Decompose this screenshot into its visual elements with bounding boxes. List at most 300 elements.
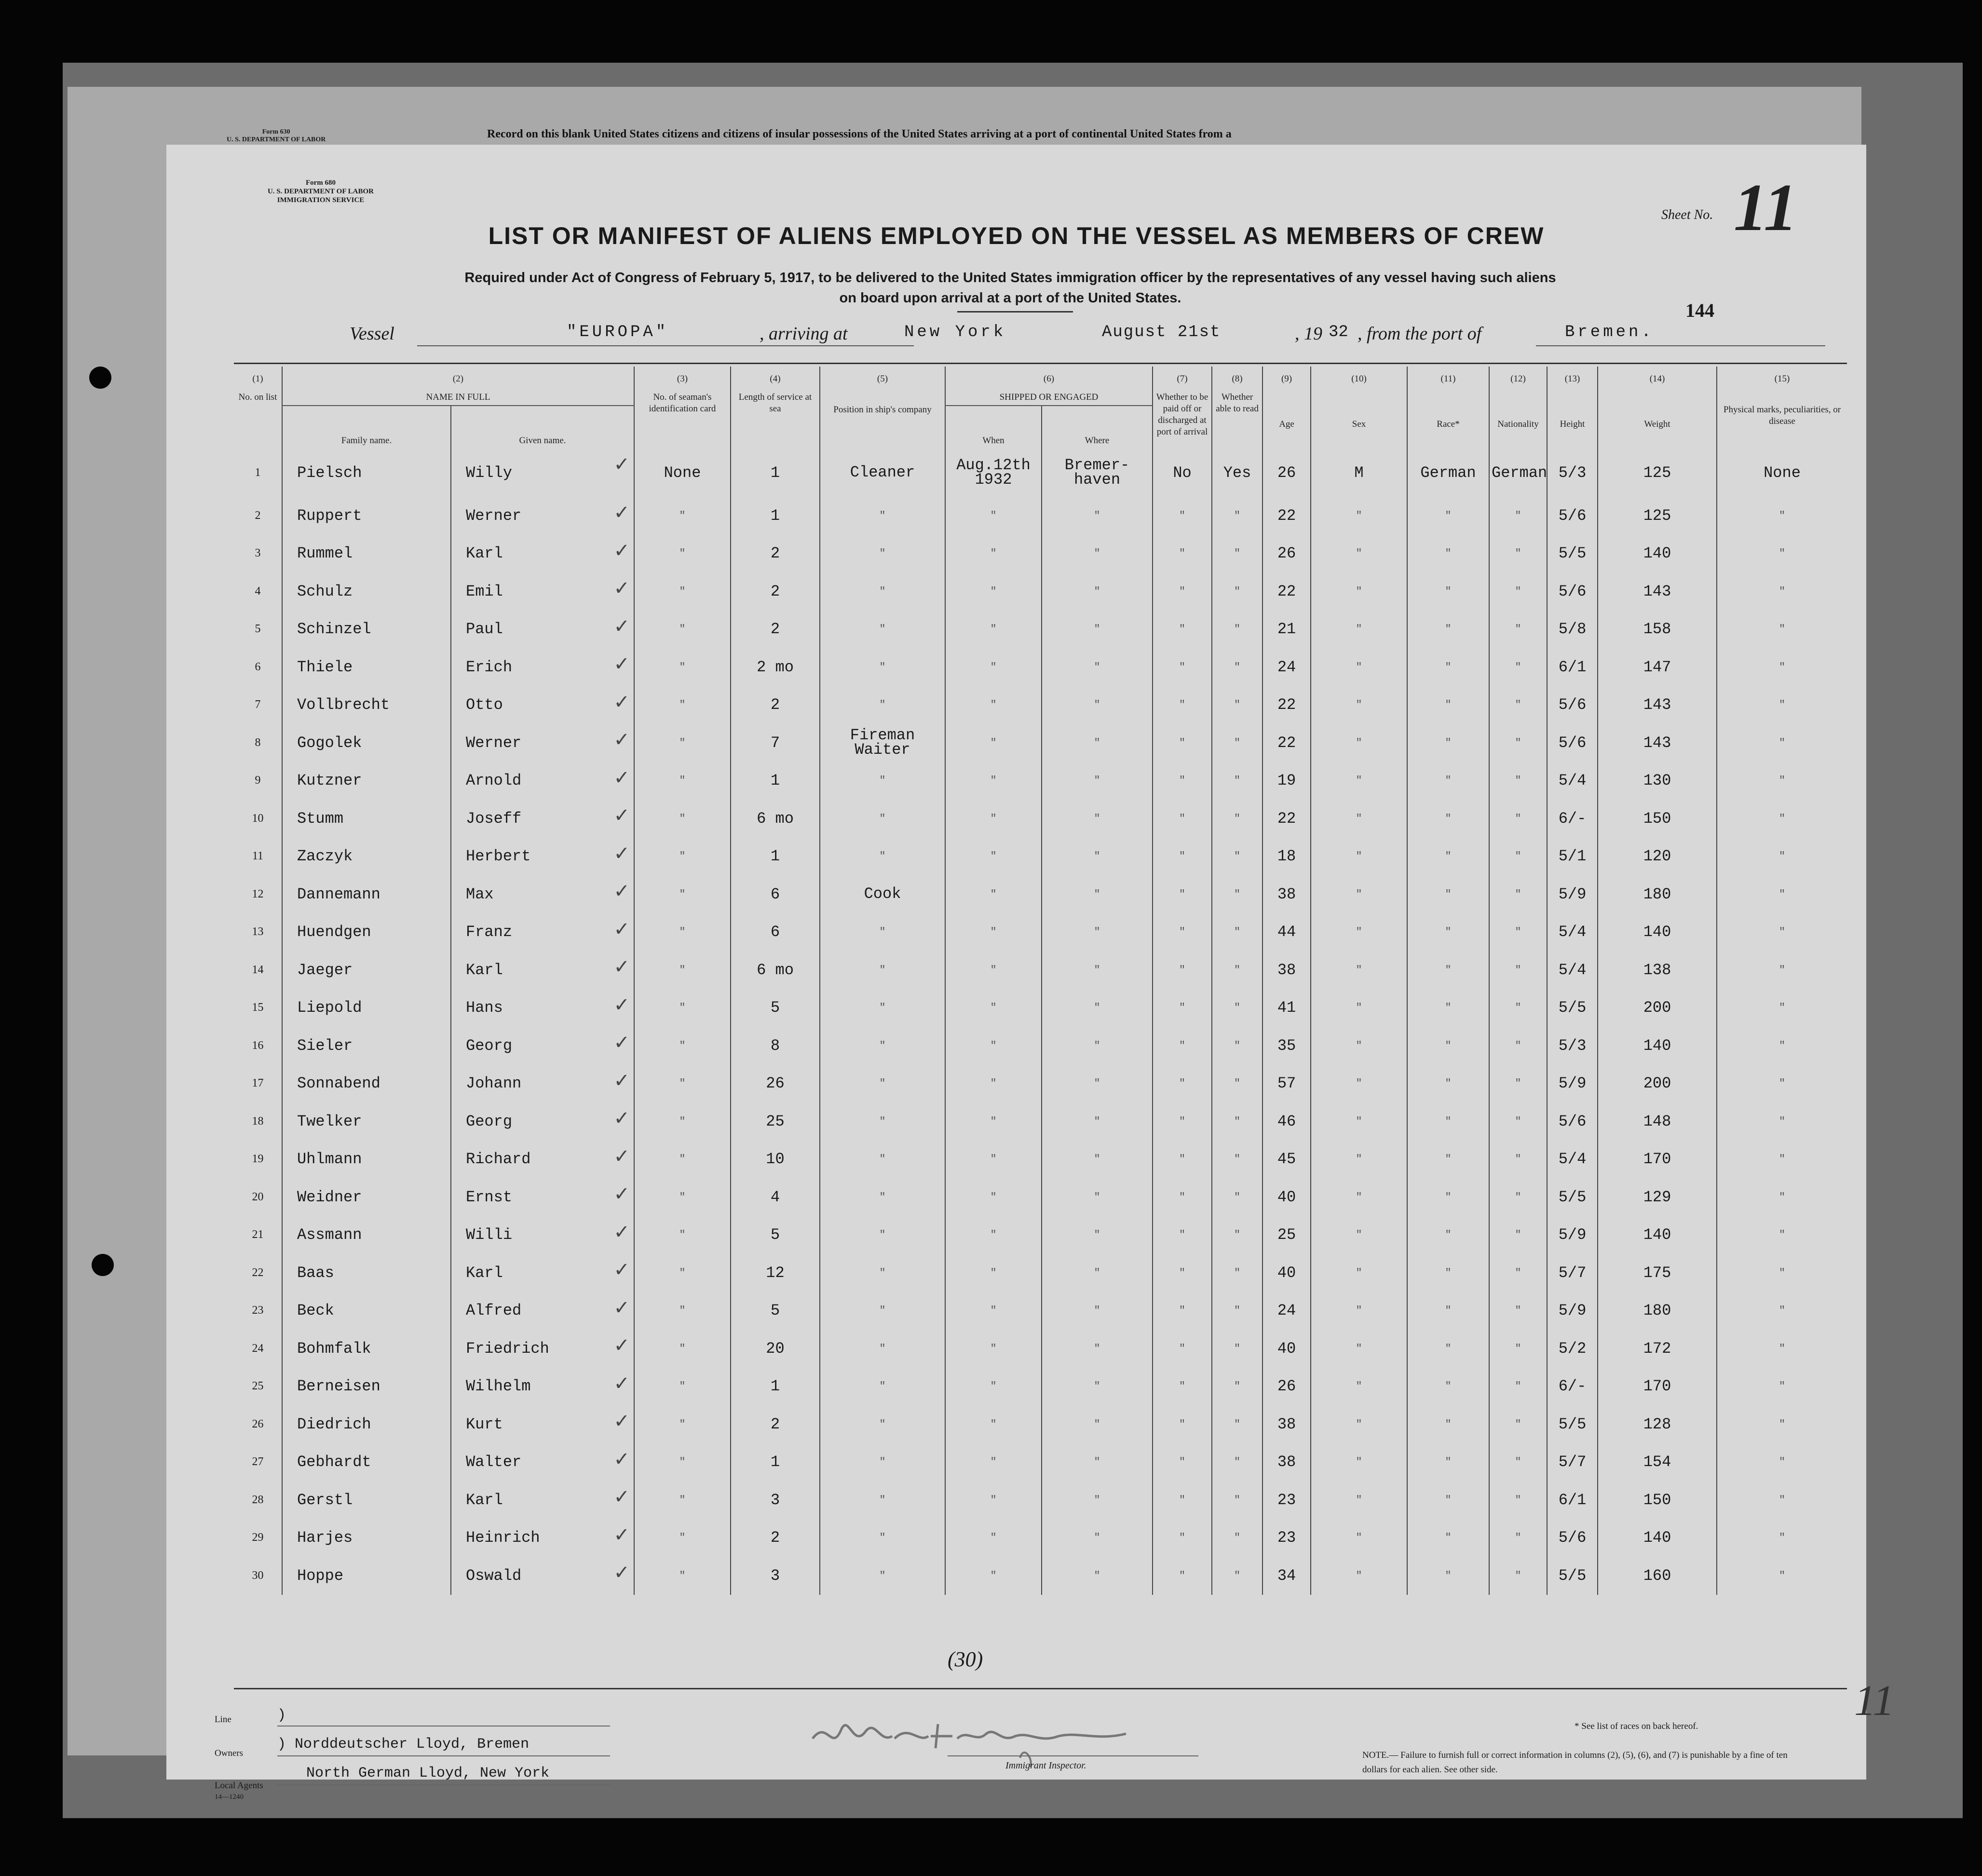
cell-position: " (820, 1141, 945, 1179)
cell-shipped-when: " (945, 1065, 1042, 1103)
given-name-text: Arnold (466, 772, 522, 790)
cell-nationality: " (1489, 1519, 1547, 1557)
cell-sex: " (1311, 497, 1407, 535)
given-name-text: Karl (466, 544, 503, 563)
cell-nationality: " (1489, 1178, 1547, 1216)
cell-shipped-when: " (945, 1557, 1042, 1595)
cell-weight: 140 (1598, 535, 1717, 573)
back-form-no: Form 630 (262, 128, 290, 136)
cell-race: " (1407, 611, 1489, 649)
cell-able-to-read: " (1212, 1141, 1263, 1179)
cell-family-name: Bohmfalk (282, 1330, 451, 1368)
cell-position: Cook (820, 875, 945, 913)
cell-sex: " (1311, 875, 1407, 913)
cell-weight: 129 (1598, 1178, 1717, 1216)
cell-shipped-where: " (1042, 1254, 1153, 1292)
cell-shipped-when: " (945, 611, 1042, 649)
cell-service-length: 2 (731, 1405, 820, 1443)
cell-physical-marks: " (1717, 686, 1847, 724)
cell-race: " (1407, 1405, 1489, 1443)
check-icon: ✓ (613, 1524, 630, 1546)
table-row (234, 1102, 1847, 1141)
cell-family-name: Gogolek (282, 724, 451, 762)
cell-nationality: " (1489, 1216, 1547, 1254)
cell-position: " (820, 1405, 945, 1443)
check-icon: ✓ (613, 1259, 630, 1280)
cell-family-name: Uhlmann (282, 1141, 451, 1179)
cell-shipped-when: " (945, 875, 1042, 913)
cell-shipped-where: " (1042, 1481, 1153, 1519)
cell-row-number: 2 (255, 509, 261, 522)
cell-age: 23 (1263, 1481, 1311, 1519)
given-name-text: Erich (466, 658, 513, 676)
cell-seaman-card: " (634, 572, 731, 611)
check-icon: ✓ (613, 1562, 630, 1583)
cell-age: 57 (1263, 1065, 1311, 1103)
cell-weight: 175 (1598, 1254, 1717, 1292)
cell-able-to-read: " (1212, 1178, 1263, 1216)
cell-family-name: Jaeger (282, 951, 451, 989)
cell-given-name (451, 800, 634, 838)
cell-race: " (1407, 1102, 1489, 1141)
penalty-note: NOTE.— Failure to furnish full or correct information in columns (2), (5), (6), and (7) is punishable by a fine of ten dollars for each alien. See other side. (1362, 1750, 1788, 1775)
cell-sex: M (1311, 449, 1407, 497)
cell-height: 5/9 (1547, 1216, 1598, 1254)
table-row (234, 838, 1847, 876)
cell-seaman-card: " (634, 1254, 731, 1292)
cell-physical-marks: " (1717, 951, 1847, 989)
cell-seaman-card: " (634, 951, 731, 989)
cell-row-number: 25 (252, 1380, 264, 1393)
cell-paid-off: No (1153, 449, 1212, 497)
cell-paid-off: " (1153, 951, 1212, 989)
col-header-service: (4) Length of service at sea (731, 367, 820, 449)
cell-paid-off: " (1153, 535, 1212, 573)
cell-nationality: " (1489, 572, 1547, 611)
cell-race: " (1407, 535, 1489, 573)
cell-race: " (1407, 1481, 1489, 1519)
table-bottom-rule (234, 1688, 1847, 1689)
cell-position: " (820, 1481, 945, 1519)
table-row (234, 951, 1847, 989)
given-name-text: Franz (466, 923, 513, 941)
cell-given-name (451, 1481, 634, 1519)
cell-service-length: 7 (731, 724, 820, 762)
cell-row-number: 14 (252, 963, 264, 976)
cell-sex: " (1311, 1292, 1407, 1330)
document-subtitle (311, 268, 1710, 308)
cell-row-number: 26 (252, 1417, 264, 1430)
cell-physical-marks: " (1717, 648, 1847, 686)
cell-given-name (451, 838, 634, 876)
cell-shipped-where: " (1042, 724, 1153, 762)
cell-paid-off: " (1153, 1330, 1212, 1368)
given-name-text: Otto (466, 696, 503, 714)
cell-weight: 125 (1598, 449, 1717, 497)
cell-row-number: 3 (255, 547, 261, 560)
cell-nationality: " (1489, 1141, 1547, 1179)
check-icon: ✓ (613, 1297, 630, 1319)
col-header-family: Family name. (282, 406, 451, 449)
cell-row-number: 16 (252, 1039, 264, 1052)
check-icon: ✓ (613, 615, 630, 637)
check-icon: ✓ (613, 956, 630, 978)
form-code: 14—1240 (215, 1793, 244, 1801)
cell-family-name: Sonnabend (282, 1065, 451, 1103)
cell-service-length: 4 (731, 1178, 820, 1216)
cell-weight: 150 (1598, 800, 1717, 838)
department-label: U. S. DEPARTMENT OF LABOR (267, 188, 374, 195)
cell-age: 21 (1263, 611, 1311, 649)
cell-position: " (820, 611, 945, 649)
cell-sex: " (1311, 724, 1407, 762)
cell-able-to-read: " (1212, 1065, 1263, 1103)
cell-given-name (451, 497, 634, 535)
cell-race: " (1407, 572, 1489, 611)
table-row (234, 497, 1847, 535)
col-header-where: Where (1042, 406, 1153, 449)
cell-nationality: " (1489, 951, 1547, 989)
cell-race: " (1407, 686, 1489, 724)
cell-shipped-when: " (945, 838, 1042, 876)
cell-service-length: 1 (731, 838, 820, 876)
cell-height: 5/4 (1547, 913, 1598, 952)
cell-paid-off: " (1153, 648, 1212, 686)
cell-shipped-when: Aug.12th 1932 (945, 449, 1042, 497)
check-icon: ✓ (613, 1221, 630, 1243)
cell-height: 6/- (1547, 800, 1598, 838)
cell-seaman-card: " (634, 875, 731, 913)
cell-shipped-when: " (945, 1102, 1042, 1141)
cell-height: 5/5 (1547, 1178, 1598, 1216)
cell-paid-off: " (1153, 1102, 1212, 1141)
check-icon: ✓ (613, 843, 630, 864)
cell-weight: 148 (1598, 1102, 1717, 1141)
cell-service-length: 1 (731, 449, 820, 497)
cell-position: " (820, 1178, 945, 1216)
cell-race: " (1407, 1557, 1489, 1595)
cell-shipped-when: " (945, 1178, 1042, 1216)
table-row (234, 1330, 1847, 1368)
cell-nationality: " (1489, 1557, 1547, 1595)
cell-given-name (451, 1102, 634, 1141)
cell-given-name (451, 1519, 634, 1557)
cell-age: 38 (1263, 951, 1311, 989)
cell-able-to-read: " (1212, 951, 1263, 989)
cell-physical-marks: " (1717, 989, 1847, 1027)
check-icon: ✓ (613, 1335, 630, 1356)
cell-paid-off: " (1153, 1254, 1212, 1292)
cell-able-to-read: " (1212, 1481, 1263, 1519)
cell-physical-marks: " (1717, 1557, 1847, 1595)
given-name-text: Oswald (466, 1566, 522, 1585)
cell-race: " (1407, 724, 1489, 762)
table-row (234, 1405, 1847, 1443)
agents-underline (277, 1784, 610, 1785)
col-header-no: (1) No. on list (238, 374, 277, 402)
cell-weight: 200 (1598, 1065, 1717, 1103)
col-header-name: (2) NAME IN FULL (282, 367, 634, 406)
cell-seaman-card: " (634, 1519, 731, 1557)
table-row (234, 535, 1847, 573)
cell-able-to-read: " (1212, 1292, 1263, 1330)
cell-weight: 172 (1598, 1330, 1717, 1368)
cell-nationality: " (1489, 648, 1547, 686)
cell-paid-off: " (1153, 989, 1212, 1027)
cell-sex: " (1311, 1330, 1407, 1368)
cell-given-name (451, 648, 634, 686)
table-row (234, 800, 1847, 838)
cell-given-name (451, 535, 634, 573)
cell-family-name: Weidner (282, 1178, 451, 1216)
given-name-text: Werner (466, 734, 522, 752)
race-footnote: * See list of races on back hereof. (1575, 1721, 1698, 1731)
cell-weight: 140 (1598, 1519, 1717, 1557)
cell-position: " (820, 1443, 945, 1482)
cell-nationality: " (1489, 497, 1547, 535)
cell-paid-off: " (1153, 1292, 1212, 1330)
given-name-text: Richard (466, 1150, 531, 1169)
table-row (234, 913, 1847, 952)
cell-service-length: 12 (731, 1254, 820, 1292)
vessel-line (239, 323, 1835, 352)
given-name-text: Joseff (466, 809, 522, 828)
service-label: IMMIGRATION SERVICE (277, 196, 365, 204)
col-header-position: (5) Position in ship's company (820, 367, 945, 449)
check-icon: ✓ (613, 1183, 630, 1205)
cell-race: " (1407, 913, 1489, 952)
cell-row-number: 24 (252, 1342, 264, 1355)
cell-able-to-read: " (1212, 535, 1263, 573)
col-header-when: When (945, 406, 1042, 449)
cell-position: " (820, 1330, 945, 1368)
cell-given-name (451, 1065, 634, 1103)
given-name-text: Willy (466, 463, 513, 482)
cell-given-name (451, 951, 634, 989)
given-name-text: Paul (466, 620, 503, 639)
cell-shipped-where: " (1042, 648, 1153, 686)
cell-able-to-read: " (1212, 1254, 1263, 1292)
cell-given-name (451, 875, 634, 913)
cell-row-number: 27 (252, 1455, 264, 1468)
cell-family-name: Pielsch (282, 449, 451, 497)
cell-shipped-when: " (945, 1254, 1042, 1292)
from-label: , from the port of (1358, 324, 1482, 344)
cell-physical-marks: " (1717, 1141, 1847, 1179)
cell-position: Cleaner (820, 449, 945, 497)
cell-physical-marks: None (1717, 449, 1847, 497)
cell-position: " (820, 535, 945, 573)
cell-shipped-when: " (945, 535, 1042, 573)
cell-given-name (451, 724, 634, 762)
cell-seaman-card: " (634, 1027, 731, 1065)
cell-weight: 140 (1598, 1216, 1717, 1254)
check-icon: ✓ (613, 691, 630, 713)
cell-paid-off: " (1153, 1481, 1212, 1519)
cell-sex: " (1311, 1102, 1407, 1141)
cell-shipped-when: " (945, 1519, 1042, 1557)
cell-shipped-when: " (945, 497, 1042, 535)
cell-family-name: Thiele (282, 648, 451, 686)
cell-paid-off: " (1153, 762, 1212, 800)
cell-race: " (1407, 1178, 1489, 1216)
cell-row-number: 12 (252, 887, 264, 900)
cell-race: " (1407, 1216, 1489, 1254)
cell-given-name (451, 1368, 634, 1406)
stamp-number: 144 (1685, 299, 1714, 321)
cell-nationality: " (1489, 913, 1547, 952)
cell-service-length: 2 (731, 1519, 820, 1557)
cell-paid-off: " (1153, 1557, 1212, 1595)
cell-height: 5/4 (1547, 762, 1598, 800)
cell-weight: 140 (1598, 913, 1717, 952)
cell-seaman-card: " (634, 648, 731, 686)
table-row (234, 1141, 1847, 1179)
cell-nationality: " (1489, 1027, 1547, 1065)
cell-sex: " (1311, 1443, 1407, 1482)
cell-service-length: 5 (731, 1216, 820, 1254)
cell-age: 38 (1263, 875, 1311, 913)
cell-weight: 180 (1598, 875, 1717, 913)
given-name-text: Kurt (466, 1415, 503, 1433)
cell-nationality: " (1489, 724, 1547, 762)
agents-value: North German Lloyd, New York (306, 1765, 550, 1781)
given-name-text: Willi (466, 1226, 513, 1244)
cell-shipped-when: " (945, 800, 1042, 838)
inspector-underline (948, 1755, 1198, 1756)
cell-position: " (820, 1557, 945, 1595)
cell-race: " (1407, 1254, 1489, 1292)
cell-shipped-where: " (1042, 1292, 1153, 1330)
cell-sex: " (1311, 800, 1407, 838)
cell-shipped-where: " (1042, 1557, 1153, 1595)
check-icon: ✓ (613, 767, 630, 788)
cell-seaman-card: " (634, 686, 731, 724)
cell-service-length: 6 (731, 875, 820, 913)
cell-service-length: 3 (731, 1557, 820, 1595)
cell-paid-off: " (1153, 838, 1212, 876)
cell-sex: " (1311, 1557, 1407, 1595)
cell-given-name (451, 1330, 634, 1368)
cell-shipped-when: " (945, 1216, 1042, 1254)
cell-paid-off: " (1153, 1216, 1212, 1254)
cell-sex: " (1311, 913, 1407, 952)
table-row (234, 762, 1847, 800)
cell-row-number: 1 (255, 466, 261, 479)
cell-weight: 160 (1598, 1557, 1717, 1595)
arrival-port: New York (904, 323, 1006, 341)
cell-given-name (451, 1216, 634, 1254)
cell-row-number: 9 (255, 774, 261, 787)
cell-able-to-read: " (1212, 913, 1263, 952)
cell-family-name: Kutzner (282, 762, 451, 800)
cell-given-name (451, 913, 634, 952)
cell-race: " (1407, 1519, 1489, 1557)
cell-weight: 170 (1598, 1141, 1717, 1179)
check-icon: ✓ (613, 1486, 630, 1508)
cell-able-to-read: " (1212, 686, 1263, 724)
cell-seaman-card: " (634, 1330, 731, 1368)
cell-seaman-card: " (634, 535, 731, 573)
cell-weight: 125 (1598, 497, 1717, 535)
cell-nationality: " (1489, 1102, 1547, 1141)
cell-position: " (820, 762, 945, 800)
col-header-nationality: (12) Nationality (1489, 367, 1547, 449)
cell-shipped-where: " (1042, 1368, 1153, 1406)
cell-family-name: Huendgen (282, 913, 451, 952)
cell-physical-marks: " (1717, 1330, 1847, 1368)
cell-weight: 158 (1598, 611, 1717, 649)
cell-service-length: 1 (731, 762, 820, 800)
cell-age: 34 (1263, 1557, 1311, 1595)
table-row (234, 1443, 1847, 1482)
cell-height: 5/6 (1547, 1519, 1598, 1557)
cell-shipped-when: " (945, 1405, 1042, 1443)
check-icon: ✓ (613, 994, 630, 1016)
cell-shipped-when: " (945, 686, 1042, 724)
cell-height: 5/4 (1547, 1141, 1598, 1179)
check-icon: ✓ (613, 805, 630, 826)
table-row (234, 611, 1847, 649)
table-row (234, 686, 1847, 724)
cell-position: " (820, 800, 945, 838)
cell-shipped-when: " (945, 1443, 1042, 1482)
cell-service-length: 25 (731, 1102, 820, 1141)
cell-seaman-card: " (634, 1292, 731, 1330)
inspector-signature (808, 1710, 1145, 1767)
cell-position: " (820, 648, 945, 686)
table-row (234, 1368, 1847, 1406)
cell-physical-marks: " (1717, 1292, 1847, 1330)
cell-sex: " (1311, 611, 1407, 649)
cell-physical-marks: " (1717, 1027, 1847, 1065)
cell-age: 45 (1263, 1141, 1311, 1179)
cell-weight: 147 (1598, 648, 1717, 686)
table-row (234, 1557, 1847, 1595)
cell-service-length: 2 (731, 686, 820, 724)
cell-weight: 150 (1598, 1481, 1717, 1519)
cell-age: 41 (1263, 989, 1311, 1027)
cell-seaman-card: " (634, 1065, 731, 1103)
cell-shipped-when: " (945, 1481, 1042, 1519)
form-number: Form 680 (305, 179, 336, 187)
cell-weight: 138 (1598, 951, 1717, 989)
cell-able-to-read: Yes (1212, 449, 1263, 497)
cell-race: " (1407, 951, 1489, 989)
col-header-read: (8) Whether able to read (1212, 367, 1263, 449)
cell-shipped-where: Bremer-haven (1042, 449, 1153, 497)
check-icon: ✓ (613, 540, 630, 561)
table-row (234, 1292, 1847, 1330)
cell-age: 24 (1263, 1292, 1311, 1330)
cell-row-number: 8 (255, 736, 261, 749)
cell-age: 22 (1263, 686, 1311, 724)
cell-weight: 130 (1598, 762, 1717, 800)
cell-age: 44 (1263, 913, 1311, 952)
cell-sex: " (1311, 1141, 1407, 1179)
cell-given-name (451, 686, 634, 724)
cell-shipped-where: " (1042, 1065, 1153, 1103)
col-header-sex: (10) Sex (1311, 367, 1407, 449)
cell-family-name: Stumm (282, 800, 451, 838)
col-header-age: (9) Age (1263, 367, 1311, 449)
cell-sex: " (1311, 1254, 1407, 1292)
table-top-rule (234, 363, 1847, 364)
cell-able-to-read: " (1212, 1443, 1263, 1482)
cell-physical-marks: " (1717, 1216, 1847, 1254)
arrival-year: 32 (1329, 323, 1348, 341)
col-header-height: (13) Height (1547, 367, 1598, 449)
